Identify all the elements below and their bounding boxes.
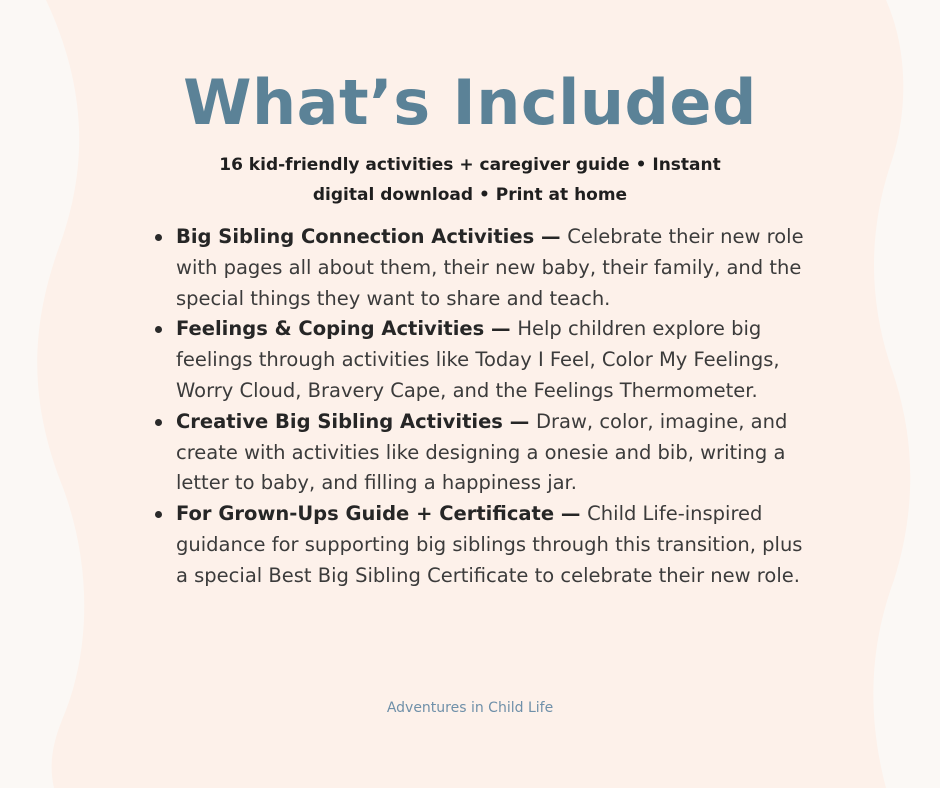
feature-description: Celebrate their new role with pages all about them, their new baby, their family, and the special things they want to share and teach. xyxy=(176,225,804,310)
feature-item-creative xyxy=(176,407,806,499)
feature-title: Big Sibling Connection Activities — xyxy=(176,225,568,248)
feature-description: Help children explore big feelings through activities like Today I Feel, Color My Feelings, Worry Cloud, Bravery Cape, and the Feelings Thermometer. xyxy=(176,317,780,402)
page-subtitle: 16 kid-friendly activities + caregiver guide • Instant digital download • Print at home xyxy=(219,155,721,205)
bullet-icon xyxy=(155,326,162,333)
feature-title: Creative Big Sibling Activities — xyxy=(176,409,536,433)
feature-description: Draw, color, imagine, and create with activities like designing a onesie and bib, writing a letter to baby, and filling a happiness jar. xyxy=(176,409,788,495)
feature-item-grownups xyxy=(176,499,806,591)
feature-title: For Grown-Ups Guide + Certificate — xyxy=(176,502,588,526)
bullet-icon xyxy=(155,234,162,241)
bullet-icon xyxy=(155,511,162,518)
footer-brand: Adventures in Child Life xyxy=(386,700,554,716)
features-list xyxy=(176,222,806,592)
page-title: What’s Included xyxy=(183,66,757,139)
feature-item-connection xyxy=(176,222,806,314)
feature-title: Feelings & Coping Activities — xyxy=(176,317,518,341)
feature-item-feelings xyxy=(176,314,806,406)
feature-description: Child Life-inspired guidance for supporting big siblings through this transition, plus a special Best Big Sibling Certificate to celebrate their new role. xyxy=(176,502,803,587)
bullet-icon xyxy=(155,419,162,426)
